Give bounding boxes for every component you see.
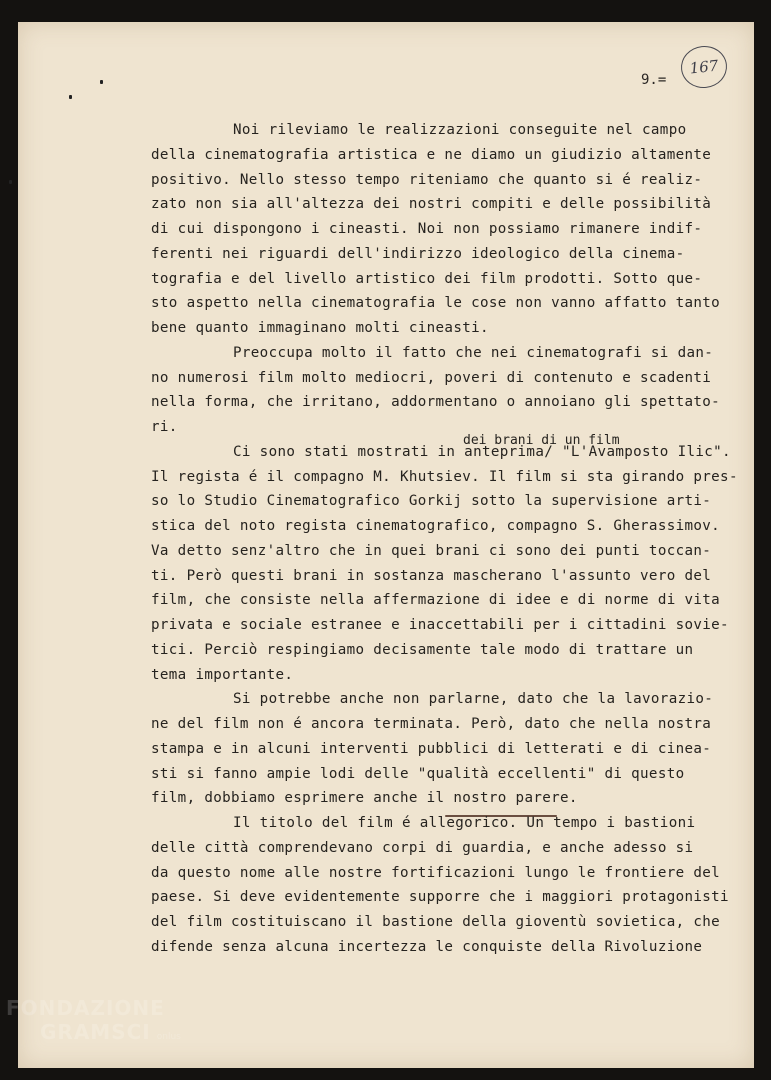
text-line: Noi rileviamo le realizzazioni conseguite nel campo [233, 122, 687, 138]
text-line: paese. Si deve evidentemente supporre che i maggiori protagonisti [151, 889, 729, 905]
text-line: Il regista é il compagno M. Khutsiev. Il film si sta girando pres- [151, 469, 738, 485]
text-line: so lo Studio Cinematografico Gorkij sotto la supervisione arti- [151, 493, 712, 509]
text-line: sti si fanno ampie lodi delle "qualità eccellenti" di questo [151, 766, 685, 782]
text-line: delle città comprendevano corpi di guardia, e anche adesso si [151, 840, 694, 856]
handwritten-insertion: dei brani di un film [463, 433, 620, 448]
paper-mark [69, 95, 72, 99]
watermark-line-2: GRAMSCI [40, 1020, 151, 1044]
text-line: sto aspetto nella cinematografia le cose non vanno affatto tanto [151, 295, 721, 311]
text-line: ti. Però questi brani in sostanza mascherano l'assunto vero del [151, 568, 712, 584]
text-line: stica del noto regista cinematografico, compagno S. Gherassimov. [151, 518, 721, 534]
text-line: nella forma, che irritano, addormentano o annoiano gli spettato- [151, 394, 721, 410]
text-line: film, dobbiamo esprimere anche il nostro parere. [151, 790, 578, 806]
text-line: Va detto senz'altro che in quei brani ci sono dei punti toccan- [151, 543, 712, 559]
text-line: ri. [151, 419, 178, 435]
text-line: ne del film non é ancora terminata. Però, dato che nella nostra [151, 716, 712, 732]
watermark-logo [6, 996, 181, 1049]
text-line: bene quanto immaginano molti cineasti. [151, 320, 489, 336]
text-line: difende senza alcuna incertezza le conquiste della Rivoluzione [151, 939, 703, 955]
text-line: tografia e del livello artistico dei film prodotti. Sotto que- [151, 271, 703, 287]
paper-mark [9, 180, 12, 184]
text-line: stampa e in alcuni interventi pubblici di letterati e di cinea- [151, 741, 712, 757]
text-line: di cui dispongono i cineasti. Noi non possiamo rimanere indif- [151, 221, 703, 237]
text-line: no numerosi film molto mediocri, poveri di contenuto e scadenti [151, 370, 712, 386]
archive-number: 167 [679, 44, 729, 91]
text-line: Ci sono stati mostrati in anteprima/ "L'Avamposto Ilic". [233, 444, 731, 460]
text-line: da questo nome alle nostre fortificazioni lungo le frontiere del [151, 865, 721, 881]
text-line: film, che consiste nella affermazione di idee e di norme di vita [151, 592, 721, 608]
text-line: del film costituiscano il bastione della gioventù sovietica, che [151, 914, 721, 930]
text-line: ferenti nei riguardi dell'indirizzo ideologico della cinema- [151, 246, 685, 262]
paper-mark [100, 80, 103, 84]
text-line: Il titolo del film é allegorico. Un tempo i bastioni [233, 815, 696, 831]
text-line: Preoccupa molto il fatto che nei cinematografi si dan- [233, 345, 714, 361]
watermark-suffix: onlus [156, 1032, 181, 1042]
watermark-line-1: FONDAZIONE [6, 996, 165, 1020]
text-line: tema importante. [151, 667, 294, 683]
text-line: positivo. Nello stesso tempo riteniamo che quanto si é realiz- [151, 172, 703, 188]
text-line: tici. Perciò respingiamo decisamente tale modo di trattare un [151, 642, 694, 658]
page-number: 9.= [641, 72, 667, 88]
text-line: della cinematografia artistica e ne diamo un giudizio altamente [151, 147, 712, 163]
text-line: Si potrebbe anche non parlarne, dato che la lavorazio- [233, 691, 714, 707]
text-line: zato non sia all'altezza dei nostri compiti e delle possibilità [151, 196, 712, 212]
text-line: privata e sociale estranee e inaccettabili per i cittadini sovie- [151, 617, 729, 633]
